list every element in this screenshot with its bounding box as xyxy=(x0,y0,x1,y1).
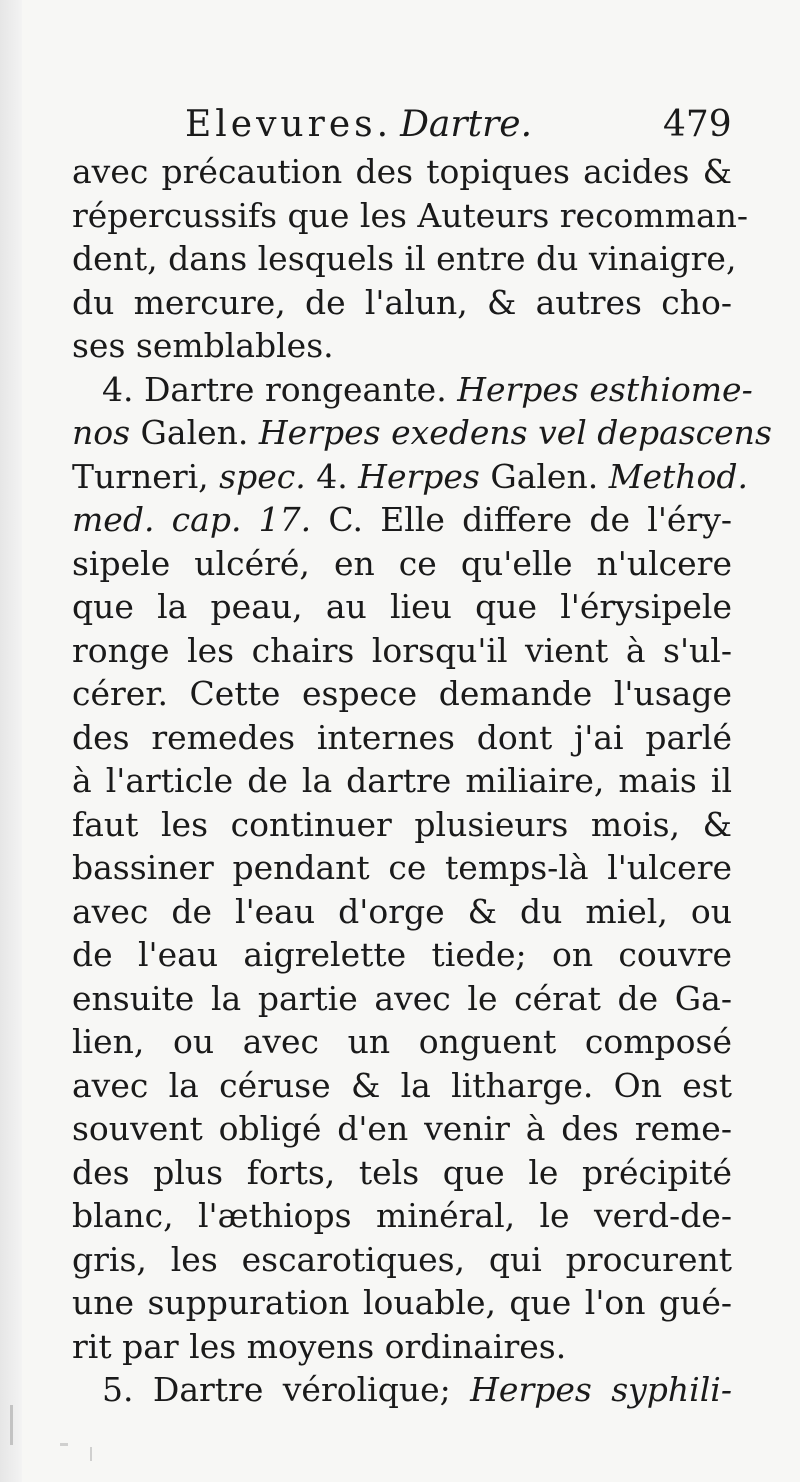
text-segment: ses semblables. xyxy=(72,326,334,365)
text-line xyxy=(72,411,772,455)
text-segment: Galen. xyxy=(130,413,259,452)
text-line xyxy=(72,890,732,934)
page-specks xyxy=(0,1395,140,1475)
text-segment: bassiner pendant ce temps-là l'ulcere xyxy=(72,848,732,887)
text-line xyxy=(72,194,749,238)
text-line xyxy=(72,977,732,1021)
text-segment: que la peau, au lieu que l'érysipele xyxy=(72,587,732,626)
text-segment: Galen. xyxy=(479,456,609,496)
text-segment: C. Elle differe de l'éry- xyxy=(311,500,732,539)
text-line xyxy=(72,759,732,803)
text-segment: souvent obligé d'en venir à des reme- xyxy=(72,1109,732,1148)
text-line xyxy=(72,629,732,673)
italic-text-segment: nos xyxy=(72,413,131,452)
text-segment: des plus forts, tels que le précipité xyxy=(72,1152,732,1192)
text-line xyxy=(72,1107,732,1151)
text-line xyxy=(72,1194,732,1238)
text-segment: ensuite la partie avec le cérat de Ga- xyxy=(72,978,732,1018)
text-segment: 4. Dartre rongeante. xyxy=(102,369,458,409)
text-line xyxy=(72,672,732,716)
text-line xyxy=(72,281,732,325)
body-text xyxy=(72,150,772,1412)
text-line xyxy=(72,498,732,542)
running-header xyxy=(185,100,745,150)
text-segment: ronge les chairs lorsqu'il vient à s'ul- xyxy=(72,630,732,670)
italic-text-segment: Herpes syphili- xyxy=(470,1370,732,1409)
text-line xyxy=(72,1281,732,1325)
text-segment: du mercure, de l'alun, & autres cho- xyxy=(72,282,732,322)
text-segment: dent, dans lesquels il entre du vinaigre, xyxy=(72,239,737,278)
text-line xyxy=(72,585,732,629)
text-line xyxy=(72,1325,732,1369)
text-segment: avec précaution des topiques acides & xyxy=(72,152,732,191)
text-segment: sipele ulcéré, en ce qu'elle n'ulcere xyxy=(72,543,732,583)
text-segment: avec la céruse & la litharge. On est xyxy=(72,1065,732,1105)
text-line xyxy=(72,846,732,890)
text-line xyxy=(72,1368,732,1412)
text-line xyxy=(72,150,732,194)
text-line xyxy=(72,1151,732,1195)
text-segment: une suppuration louable, que l'on gué- xyxy=(72,1283,732,1322)
text-line xyxy=(72,368,753,412)
text-segment: lien, ou avec un onguent composé xyxy=(72,1022,732,1061)
text-segment: rit par les moyens ordinaires. xyxy=(72,1326,567,1366)
text-segment: à l'article de la dartre miliaire, mais il xyxy=(72,761,732,800)
text-segment: avec de l'eau d'orge & du miel, ou xyxy=(72,891,732,931)
italic-text-segment: Herpes esthiome- xyxy=(457,369,753,409)
italic-text-segment: med. cap. 17. xyxy=(72,500,312,539)
text-line xyxy=(72,237,737,281)
text-segment: cérer. Cette espece demande l'usage xyxy=(72,674,732,713)
text-line xyxy=(72,1020,732,1064)
running-title: Elevures. xyxy=(185,104,393,145)
text-segment: répercussifs que les Auteurs recomman- xyxy=(72,195,749,235)
text-line xyxy=(72,542,732,586)
page-number: 479 xyxy=(663,104,732,145)
italic-text-segment: Herpes exedens vel depascens xyxy=(258,413,772,452)
text-segment: Turneri, xyxy=(72,456,220,496)
page-gutter xyxy=(0,0,22,1482)
text-line xyxy=(72,324,732,368)
italic-text-segment: Herpes xyxy=(358,456,480,496)
text-line xyxy=(72,1238,732,1282)
text-segment: blanc, l'æthiops minéral, le verd-de- xyxy=(72,1196,732,1235)
text-segment: de l'eau aigrelette tiede; on couvre xyxy=(72,935,732,974)
text-line xyxy=(72,716,732,760)
running-subtitle: Dartre. xyxy=(400,104,533,145)
text-segment: faut les continuer plusieurs mois, & xyxy=(72,804,732,844)
text-line xyxy=(72,933,732,977)
text-line xyxy=(72,455,749,499)
italic-text-segment: spec. xyxy=(219,456,306,496)
text-segment: 4. xyxy=(305,456,359,496)
italic-text-segment: Method. xyxy=(608,456,749,496)
text-segment: des remedes internes dont j'ai parlé xyxy=(72,717,732,757)
text-line xyxy=(72,1064,732,1108)
text-segment: gris, les escarotiques, qui procurent xyxy=(72,1239,732,1279)
text-segment: 5. Dartre vérolique; xyxy=(102,1370,471,1409)
text-line xyxy=(72,803,732,847)
